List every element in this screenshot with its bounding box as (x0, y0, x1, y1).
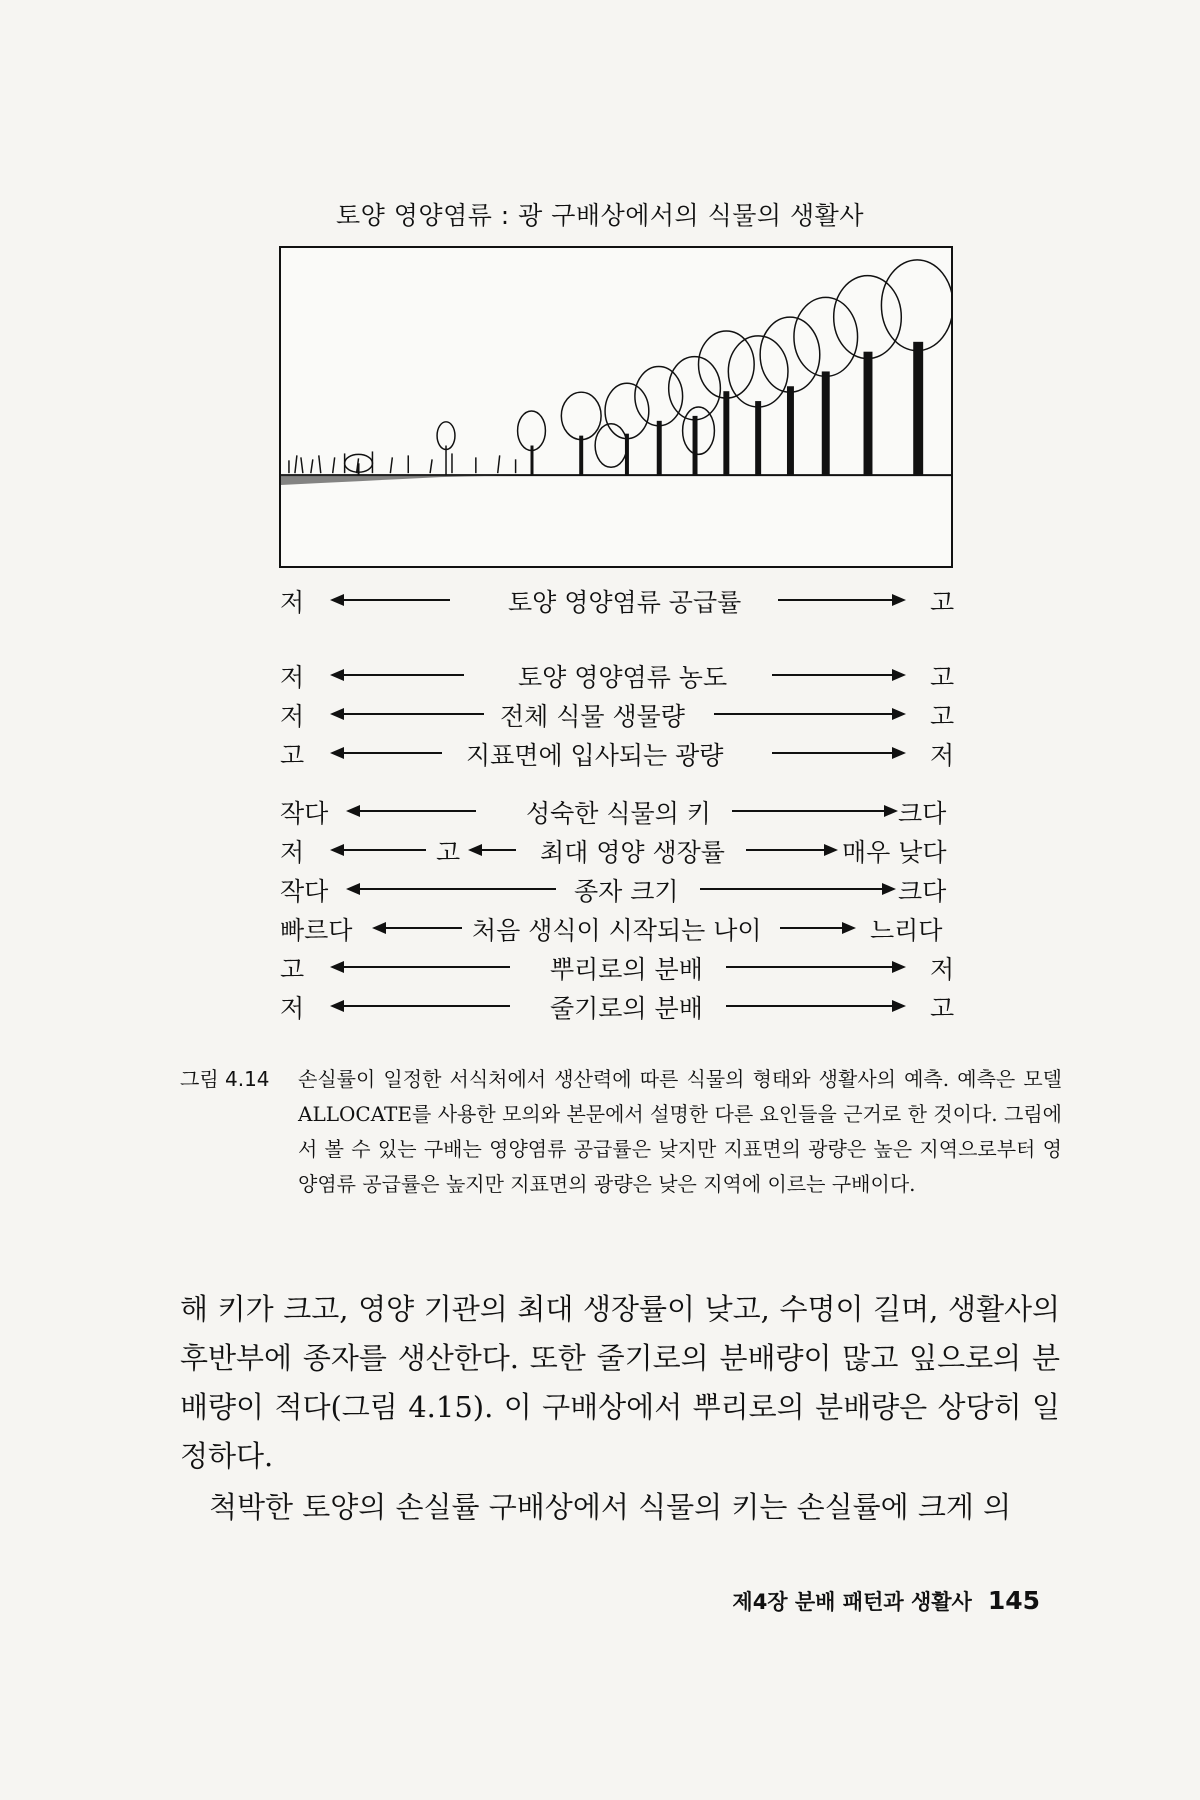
left-arrow-icon (346, 794, 476, 828)
env-row-3 (280, 736, 955, 770)
right-arrow-icon (714, 697, 906, 731)
row-right-value: 고 (930, 702, 955, 731)
right-arrow-icon (732, 794, 898, 828)
left-arrow-icon (330, 833, 426, 867)
figure-caption (180, 1062, 1062, 1202)
row-label: 지표면에 입사되는 광량 (466, 741, 724, 770)
body-paragraph: 해 키가 크고, 영양 기관의 최대 생장률이 낮고, 수명이 길며, 생활사의 후반부에 종자를 생산한다. 또한 줄기로의 분배량이 많고 잎으로의 분배량이 적다(그림 4.15). 이 구배상에서 뿌리로의 분배량은 상당히 일정하다. (180, 1292, 1060, 1473)
chapter-title: 제4장 분배 패턴과 생활사 (732, 1590, 972, 1614)
figure-title: 토양 영양염류 : 광 구배상에서의 식물의 생활사 (336, 201, 864, 230)
row-mid-value: 고 (436, 838, 461, 867)
trees-gradient-illustration (279, 246, 953, 568)
body-text (180, 1285, 1060, 1532)
gradient-label: 토양 영양염류 공급률 (508, 588, 742, 617)
gradient-right-value: 고 (930, 588, 955, 617)
row-label: 토양 영양염류 농도 (518, 663, 728, 692)
env-row-1 (280, 658, 955, 692)
env-row-2 (280, 697, 955, 731)
row-left-value: 저 (280, 994, 305, 1023)
right-arrow-icon (726, 950, 906, 984)
page-number: 145 (987, 1586, 1040, 1615)
left-arrow-icon (330, 658, 464, 692)
row-label: 뿌리로의 분배 (550, 955, 703, 984)
row-left-value: 작다 (280, 799, 329, 828)
row-left-value: 저 (280, 838, 305, 867)
row-left-value: 저 (280, 702, 305, 731)
row-left-value: 빠르다 (280, 916, 353, 945)
left-arrow-icon (372, 911, 462, 945)
row-right-value: 고 (930, 994, 955, 1023)
trait-row-root (280, 950, 955, 984)
trait-row-seed (280, 872, 950, 906)
left-arrow-icon (330, 989, 510, 1023)
running-footer (0, 1586, 1040, 1616)
left-arrow-icon (330, 736, 442, 770)
row-right-value: 저 (930, 741, 955, 770)
trait-row-stem (280, 989, 955, 1023)
trait-row-growth (280, 833, 950, 867)
gradient-left-value: 저 (280, 588, 305, 617)
row-right-value: 매우 낮다 (842, 838, 947, 867)
row-label: 최대 영양 생장률 (540, 838, 725, 867)
row-label: 줄기로의 분배 (550, 994, 703, 1023)
row-right-value: 크다 (898, 877, 947, 906)
row-label: 처음 생식이 시작되는 나이 (472, 916, 762, 945)
left-arrow-icon (330, 950, 510, 984)
trait-row-age (280, 911, 950, 945)
gradient-row-supply (280, 583, 955, 617)
right-arrow-icon (772, 736, 906, 770)
row-left-value: 고 (280, 741, 305, 770)
left-arrow-icon (468, 833, 516, 867)
row-label: 종자 크기 (574, 877, 679, 906)
right-arrow-icon (726, 989, 906, 1023)
left-arrow-icon (330, 697, 484, 731)
body-paragraph: 척박한 토양의 손실률 구배상에서 식물의 키는 손실률에 크게 의 (209, 1490, 1012, 1524)
trait-row-height (280, 794, 950, 828)
caption-text: 손실률이 일정한 서식처에서 생산력에 따른 식물의 형태와 생활사의 예측. 예측은 모델 ALLOCATE를 사용한 모의와 본문에서 설명한 다른 요인들을 근거로 한 것이다. 그림에서 볼 수 있는 구배는 영양염류 공급률은 낮지만 지표면의 광량은 높은 지역으로부터 영양염류 공급률은 높지만 지표면의 광량은 낮은 지역에 이르는 구배이다. (298, 1067, 1062, 1196)
row-right-value: 느리다 (870, 916, 943, 945)
right-arrow-icon (746, 833, 838, 867)
row-right-value: 저 (930, 955, 955, 984)
right-arrow-icon (700, 872, 896, 906)
row-left-value: 저 (280, 663, 305, 692)
right-arrow-icon (772, 658, 906, 692)
left-arrow-icon (330, 583, 450, 617)
right-arrow-icon (778, 583, 906, 617)
row-label: 전체 식물 생물량 (500, 702, 685, 731)
row-label: 성숙한 식물의 키 (526, 799, 711, 828)
right-arrow-icon (780, 911, 856, 945)
row-right-value: 크다 (898, 799, 947, 828)
left-arrow-icon (346, 872, 556, 906)
row-left-value: 작다 (280, 877, 329, 906)
row-left-value: 고 (280, 955, 305, 984)
row-right-value: 고 (930, 663, 955, 692)
caption-label: 그림 4.14 (180, 1067, 270, 1091)
